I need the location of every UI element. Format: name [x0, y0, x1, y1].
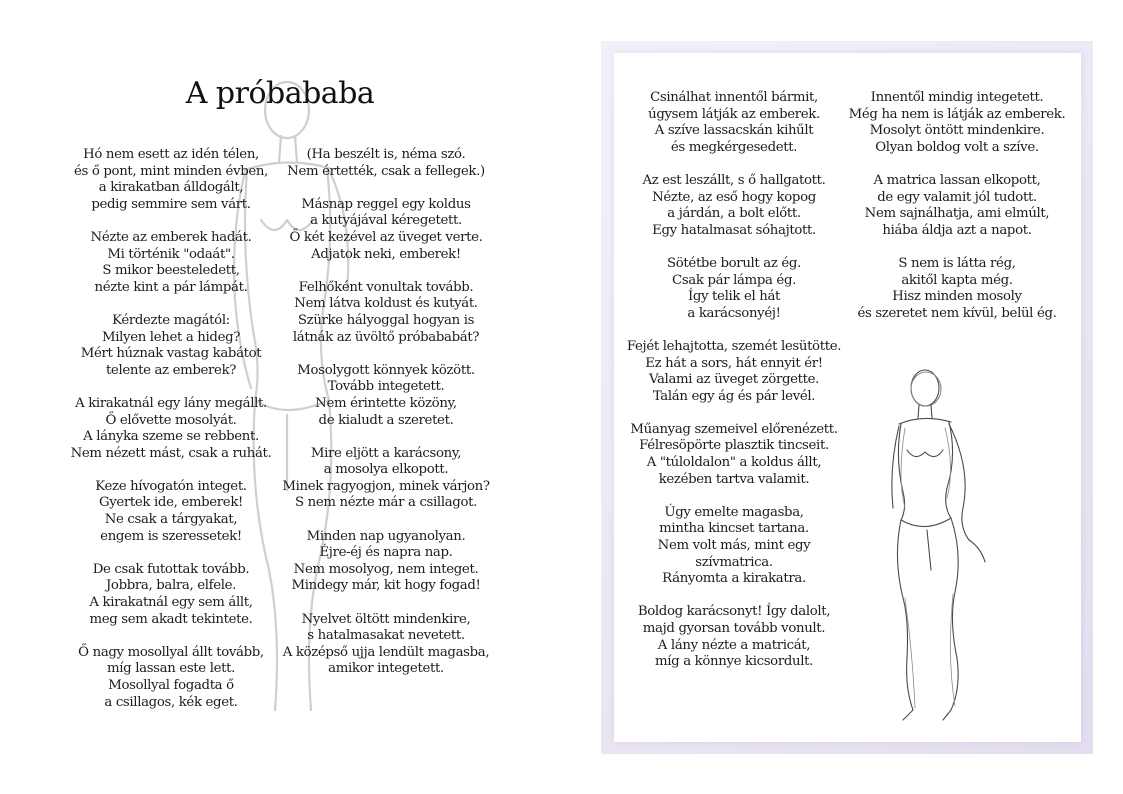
poem-line: látnák az üvöltő próbababát?	[292, 329, 480, 345]
poem-line: mintha kincset tartana.	[659, 521, 809, 537]
poem-line: míg lassan este lett.	[107, 661, 235, 677]
stanza	[60, 562, 282, 628]
poem-line: Hó nem esett az idén télen,	[83, 147, 259, 162]
poem-line: A kirakatnál egy sem állt,	[89, 595, 253, 611]
poem-line: Nem mosolyog, nem integet.	[293, 561, 479, 577]
poem-line: Szürke hályoggal hogyan is	[297, 312, 475, 328]
stanza	[840, 173, 1074, 239]
stanza	[60, 396, 282, 462]
stanza	[621, 339, 847, 405]
poem-line: Sötétbe borult az ég.	[667, 255, 801, 271]
poem-line: Valami az üveget zörgette.	[648, 372, 820, 388]
poem-line: Milyen lehet a hideg?	[101, 329, 241, 345]
poem-line: Mi történik "odaát".	[107, 246, 235, 262]
stanza	[840, 256, 1074, 322]
poem-line: meg sem akadt tekintete.	[89, 611, 253, 627]
poem-line: Ez hát a sors, hát ennyit ér!	[645, 355, 823, 371]
poem-line: telente az emberek?	[105, 362, 237, 378]
stanza	[621, 256, 847, 322]
poem-line: A "túloldalon" a koldus állt,	[646, 455, 822, 471]
poem-line: Nézte az emberek hadát.	[90, 229, 252, 245]
poem-line: Talán egy ág és pár levél.	[652, 388, 816, 404]
poem-line: Jobbra, balra, elfele.	[105, 578, 237, 594]
poem-line: amikor integetett.	[328, 661, 444, 677]
poem-title: A próbababa	[185, 76, 375, 111]
stanza	[275, 197, 497, 263]
poem-line: Nézte, az eső hogy kopog	[652, 189, 816, 205]
poem-line: és megkérgesedett.	[670, 139, 798, 155]
poem-line: Adjatok neki, emberek!	[311, 246, 461, 262]
stanza	[275, 363, 497, 429]
poem-line: Gyertek ide, emberek!	[98, 495, 244, 511]
stanza	[60, 147, 282, 213]
poem-line: Félresöpörte plasztik tincseit.	[639, 438, 829, 454]
poem-line: Nem látva koldust és kutyát.	[294, 296, 478, 312]
poem-line: Fejét lehajtotta, szemét lesütötte.	[626, 338, 842, 354]
poem-line: Nem értették, csak a fellegek.)	[287, 163, 485, 179]
poem-line: Nem nézett mást, csak a ruhát.	[70, 445, 272, 461]
poem-line: a karácsonyéj!	[687, 305, 781, 321]
poem-line: Ne csak a tárgyakat,	[104, 512, 238, 528]
poem-line: de kialudt a szeretet.	[318, 412, 454, 428]
poem-line: hiába áldja azt a napot.	[882, 222, 1032, 238]
poem-line: Mosolyt öntött mindenkire.	[869, 123, 1045, 139]
poem-line: a kutyájával kéregetett.	[310, 213, 462, 229]
stanza	[840, 90, 1074, 156]
stanza	[621, 422, 847, 488]
stanza	[621, 90, 847, 156]
poem-line: a csillagos, kék eget.	[104, 694, 238, 710]
poem-line: nézte kint a pár lámpát.	[94, 279, 248, 295]
poem-line: Nyelvet öltött mindenkire,	[301, 611, 471, 627]
poem-line: Mosolygott könnyek között.	[297, 362, 475, 378]
poem-line: Hisz minden mosoly	[892, 289, 1022, 305]
poem-line: úgysem látják az emberek.	[648, 106, 820, 122]
stanza	[275, 529, 497, 595]
poem-line: Műanyag szemeivel előrenézett.	[630, 421, 838, 437]
poem-line: a mosolya elkopott.	[323, 462, 449, 478]
poem-line: Így telik el hát	[687, 289, 781, 305]
poem-line: S nem is látta rég,	[898, 255, 1016, 271]
poem-line: s hatalmasakat nevetett.	[307, 628, 465, 644]
poem-line: Nem sajnálhatja, ami elmúlt,	[864, 206, 1050, 222]
stanza	[60, 645, 282, 711]
poem-line: Nem érintette közöny,	[315, 395, 457, 411]
poem-line: A matrica lassan elkopott,	[873, 172, 1041, 188]
poem-line: a kirakatban álldogált,	[98, 180, 244, 196]
poem-column-3	[621, 90, 847, 671]
poem-line: S mikor beesteledett,	[102, 263, 240, 279]
stanza	[60, 230, 282, 296]
poem-line: Mosollyal fogadta ő	[108, 678, 234, 693]
stanza	[60, 313, 282, 379]
poem-line: Boldog karácsonyt! Így dalolt,	[637, 604, 831, 620]
poem-line: Kérdezte magától:	[112, 312, 230, 328]
poem-line: Egy hatalmasat sóhajtott.	[652, 222, 816, 238]
poem-line: Felhőként vonultak tovább.	[298, 279, 474, 295]
poem-line: pedig semmire sem várt.	[91, 196, 251, 212]
poem-line: a járdán, a bolt előtt.	[667, 206, 801, 222]
poem-line: A lányka szeme se rebbent.	[83, 429, 259, 445]
poem-line: kezében tartva valamit.	[658, 471, 810, 487]
poem-line: szívmatrica.	[695, 554, 773, 570]
poem-line: engem is szeressetek!	[100, 528, 242, 544]
poem-line: de egy valamit jól tudott.	[877, 189, 1037, 205]
stanza	[621, 505, 847, 588]
stanza	[60, 479, 282, 545]
stanza	[621, 604, 847, 670]
poem-line: majd gyorsan tovább vonult.	[642, 621, 826, 636]
poem-line: Éjre-éj és napra nap.	[319, 545, 453, 561]
stanza	[275, 147, 497, 180]
poem-line: és szeretet nem kívül, belül ég.	[857, 305, 1057, 321]
poem-line: Minek ragyogjon, minek várjon?	[282, 478, 490, 494]
poem-line: Csinálhat innentől bármit,	[650, 90, 818, 105]
poem-line: akitől kapta még.	[901, 272, 1013, 288]
stanza	[275, 612, 497, 678]
poem-line: A középső ujja lendült magasba,	[282, 644, 490, 660]
poem-line: Mire eljött a karácsony,	[310, 445, 462, 461]
poem-line: Még ha nem is látják az emberek.	[848, 106, 1066, 122]
poem-line: Ő két kezével az üveget verte.	[289, 229, 483, 245]
poem-column-4	[840, 90, 1074, 322]
stanza	[275, 280, 497, 346]
stanza	[621, 173, 847, 239]
poem-line: míg a könnye kicsordult.	[655, 654, 813, 670]
poem-line: A lány nézte a matricát,	[657, 637, 811, 653]
poem-line: Ő elővette mosolyát.	[105, 412, 237, 428]
poem-line: Nem volt más, mint egy	[657, 538, 811, 554]
poem-line: Minden nap ugyanolyan.	[306, 528, 466, 544]
poem-line: Innentől mindig integetett.	[870, 90, 1044, 105]
poem-line: Az est leszállt, s ő hallgatott.	[642, 172, 826, 188]
poem-line: Olyan boldog volt a szíve.	[875, 139, 1039, 155]
poem-line: Csak pár lámpa ég.	[672, 272, 796, 288]
stanza	[275, 446, 497, 512]
poem-line: és ő pont, mint minden évben,	[73, 163, 269, 179]
poem-line: Úgy emelte magasba,	[664, 504, 804, 520]
poem-column-1	[60, 147, 282, 711]
poem-line: A kirakatnál egy lány megállt.	[75, 395, 267, 411]
poem-line: Tovább integetett.	[327, 379, 445, 395]
poem-line: Rányomta a kirakatra.	[662, 571, 806, 587]
poem-line: De csak futottak tovább.	[92, 561, 250, 577]
poem-line: Mért húznak vastag kabátot	[80, 346, 262, 362]
poem-line: A szíve lassacskán kihűlt	[654, 123, 814, 139]
poem-line: Mindegy már, kit hogy fogad!	[291, 578, 481, 594]
poem-column-2	[275, 147, 497, 678]
poem-line: (Ha beszélt is, néma szó.	[306, 147, 466, 162]
poem-line: Ő nagy mosollyal állt tovább,	[78, 644, 264, 660]
poem-line: Másnap reggel egy koldus	[301, 196, 471, 212]
poem-line: S nem nézte már a csillagot.	[295, 495, 477, 511]
poem-line: Keze hívogatón integet.	[95, 478, 247, 494]
